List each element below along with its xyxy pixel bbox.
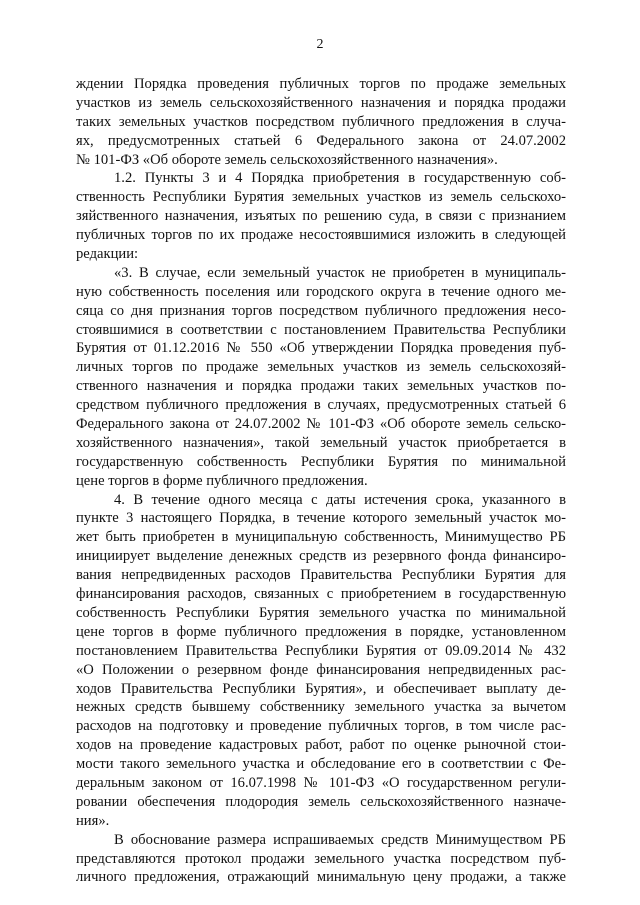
text-line: Бурятия от 01.12.2016 № 550 «Об утверждении Порядка проведения пуб-: [76, 340, 566, 357]
text-line: № 101-ФЗ «Об обороте земель сельскохозяйственного назначения».: [76, 151, 498, 168]
text-line: «О Положении о резервном фонде финансирования непредвиденных рас-: [76, 661, 566, 678]
text-line: Федерального закона от 24.07.2002 № 101-ФЗ «Об обороте земель сельско-: [76, 416, 566, 433]
text-line: ственность Республики Бурятия земельных участков из земель сельскохо-: [76, 189, 566, 206]
text-line: сяца со дня признания торгов посредством публичного предложения несо-: [76, 302, 566, 319]
text-line: жет быть приобретен в муниципальную собственность, Минимущество РБ: [76, 529, 566, 546]
text-line: участков из земель сельскохозяйственного назначения и порядка продажи: [76, 94, 566, 111]
text-line: постановлением Правительства Республики Бурятия от 09.09.2014 № 432: [76, 642, 566, 659]
text-line: хозяйственного назначения», такой земельный участок приобретается в: [76, 434, 566, 451]
text-line: государственную собственность Республики Бурятия по минимальной: [76, 453, 566, 470]
text-line: инициирует выделение денежных средств из резервного фонда финансиро-: [76, 548, 566, 565]
text-line: ях, предусмотренных статьей 6 Федерального закона от 24.07.2002: [76, 132, 566, 149]
text-line: ния».: [76, 812, 110, 829]
text-line: мости такого земельного участка и обследование его в соответствии с Фе-: [76, 756, 566, 773]
text-line: публичных торгов по их продаже несостоявшимися изложить в следующей: [76, 227, 566, 244]
text-line: таких земельных участков посредством публичного предложения в случа-: [76, 113, 566, 130]
text-line: ную собственность поселения или городского округа в течение одного ме-: [76, 283, 566, 300]
text-line: В обоснование размера испрашиваемых средств Минимуществом РБ: [114, 831, 566, 848]
text-line: личного предложения, отражающий минимальную цену продажи, а также: [76, 869, 566, 886]
text-line: представляются протокол продажи земельного участка посредством пуб-: [76, 850, 566, 867]
text-line: личных торгов по продаже земельных участков из земель сельскохозяй-: [76, 359, 566, 376]
text-line: расходов на подготовку и проведение публичных торгов, в том числе рас-: [76, 718, 566, 735]
text-line: 1.2. Пункты 3 и 4 Порядка приобретения в государственную соб-: [114, 170, 566, 187]
text-line: пункте 3 настоящего Порядка, в течение которого земельный участок мо-: [76, 510, 566, 527]
text-line: собственность Республики Бурятия земельного участка по минимальной: [76, 604, 566, 621]
text-line: деральным законом от 16.07.1998 № 101-ФЗ «О государственном регули-: [76, 774, 566, 791]
text-line: финансирования расходов, связанных с приобретением в государственную: [76, 586, 566, 603]
text-line: ждении Порядка проведения публичных торгов по продаже земельных: [76, 76, 566, 92]
text-line: цене торгов в форме публичного предложения в порядке, установленном: [76, 623, 566, 640]
text-line: зяйственного назначения, изъятых по решению суда, в связи с признанием: [76, 208, 566, 225]
text-line: ровании обеспечения плодородия земель сельскохозяйственного назначе-: [76, 793, 566, 810]
text-line: средством публичного предложения в случаях, предусмотренных статьей 6: [76, 397, 566, 414]
page-number: 2: [316, 37, 324, 52]
text-line: стоявшимися в соответствии с постановлением Правительства Республики: [76, 321, 566, 338]
text-line: «3. В случае, если земельный участок не приобретен в муниципаль-: [114, 264, 566, 281]
text-line: ходов на проведение кадастровых работ, работ по оценке рыночной стои-: [76, 737, 566, 754]
text-line: 4. В течение одного месяца с даты истечения срока, указанного в: [114, 491, 566, 508]
text-line: цене торгов в форме публичного предложения.: [76, 472, 368, 489]
text-line: ственного назначения и порядка продажи таких земельных участков по-: [76, 378, 566, 395]
text-line: нежных средств бывшему собственнику земельного участка за вычетом: [76, 699, 566, 716]
document-body: [76, 75, 566, 887]
text-line: редакции:: [76, 246, 139, 263]
text-line: ходов Правительства Республики Бурятия», и обеспечивает выплату де-: [76, 680, 566, 697]
text-line: вания непредвиденных расходов Правительства Республики Бурятия для: [76, 567, 566, 584]
